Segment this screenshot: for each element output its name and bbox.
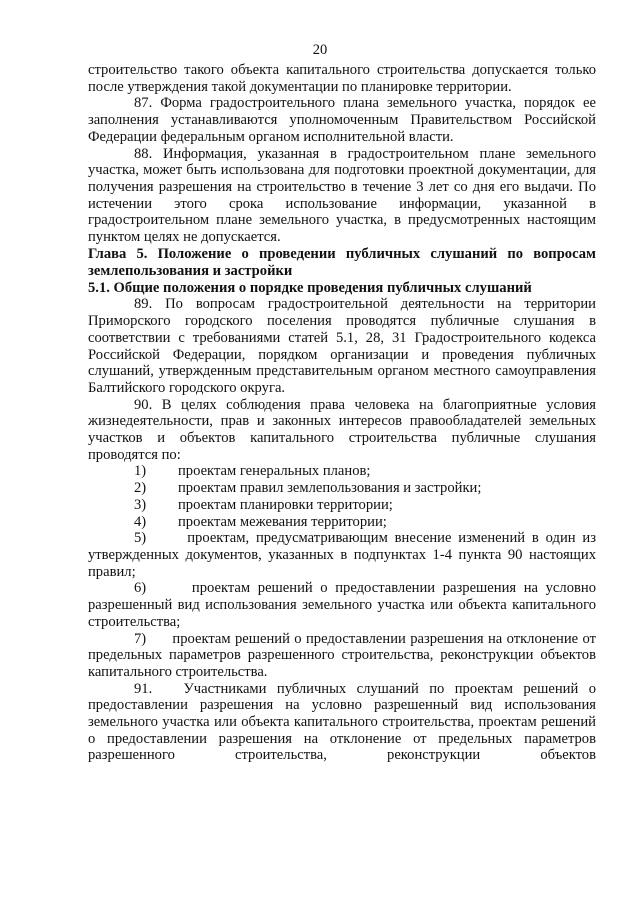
paragraph-91: 91. Участниками публичных слушаний по проектам решений о предоставлении разрешения на условно разрешенный вид использования земельного участка или объекта капитального строительства, проектам решений о предоставлении разрешения на отклонение от предельных параметров разрешенного строительства, реконструкции объектов (88, 680, 600, 764)
paragraph-continuation: строительство такого объекта капитального строительства допускается только после утверждения такой документации по планировке территории. (88, 62, 596, 95)
list-item-number: 1) (134, 463, 147, 480)
list-item: 6) проектам решений о предоставлении разрешения на условно разрешенный вид использования земельного участка или объекта капитального строительства; (88, 580, 600, 630)
list-item (88, 514, 596, 531)
page-number: 20 (312, 42, 328, 58)
chapter-heading: Глава 5. Положение о проведении публичных слушаний по вопросам землепользования и застройки (88, 245, 596, 279)
list-item (88, 463, 596, 480)
list-item-text: проектам генеральных планов; (178, 463, 371, 480)
section-heading: 5.1. Общие положения о порядке проведения публичных слушаний (88, 279, 532, 296)
list-item-number: 4) (134, 513, 147, 530)
list-item-text: проектам правил землепользования и застройки; (178, 480, 482, 497)
paragraph-88: 88. Информация, указанная в градостроительном плане земельного участка, может быть использована для подготовки проектной документации, для получения разрешения на строительство в течение 3 лет со дня его выдачи. По истечении этого срока использование информации, указанной в градостроительном плане земельного участка, в предусмотренных настоящим пунктом целях не допускается. (88, 145, 596, 246)
paragraph-87: 87. Форма градостроительного плана земельного участка, порядок ее заполнения устанавливаются уполномоченным Правительством Российской Федерации федеральным органом исполнительной власти. (88, 95, 596, 145)
list-item (88, 497, 596, 514)
list-item-number: 3) (134, 496, 147, 513)
paragraph-89: 89. По вопросам градостроительной деятельности на территории Приморского городского поселения проводятся публичные слушания в соответствии с требованиями статей 5.1, 28, 31 Градостроительного кодекса Российской Федерации, порядком организации и проведения публичных слушаний, утвержденным представительным органом местного самоуправления Балтийского городского округа. (88, 296, 596, 396)
paragraph-90: 90. В целях соблюдения права человека на благоприятные условия жизнедеятельности, прав и законных интересов правообладателей земельных участков и объектов капитального строительства публичные слушания проводятся по: (88, 396, 596, 463)
list-item-number: 2) (134, 480, 147, 497)
document-body (88, 62, 600, 764)
list-item-text: проектам межевания территории; (178, 513, 387, 530)
list-item: 5) проектам, предусматривающим внесение изменений в один из утвержденных документов, указанных в подпунктах 1-4 пункта 90 настоящих правил; (88, 530, 600, 580)
list-item (88, 480, 596, 497)
list-item: 7) проектам решений о предоставлении разрешения на отклонение от предельных параметров разрешенного строительства, реконструкции объектов капитального строительства. (88, 630, 600, 680)
list-item-text: проектам планировки территории; (178, 496, 393, 513)
